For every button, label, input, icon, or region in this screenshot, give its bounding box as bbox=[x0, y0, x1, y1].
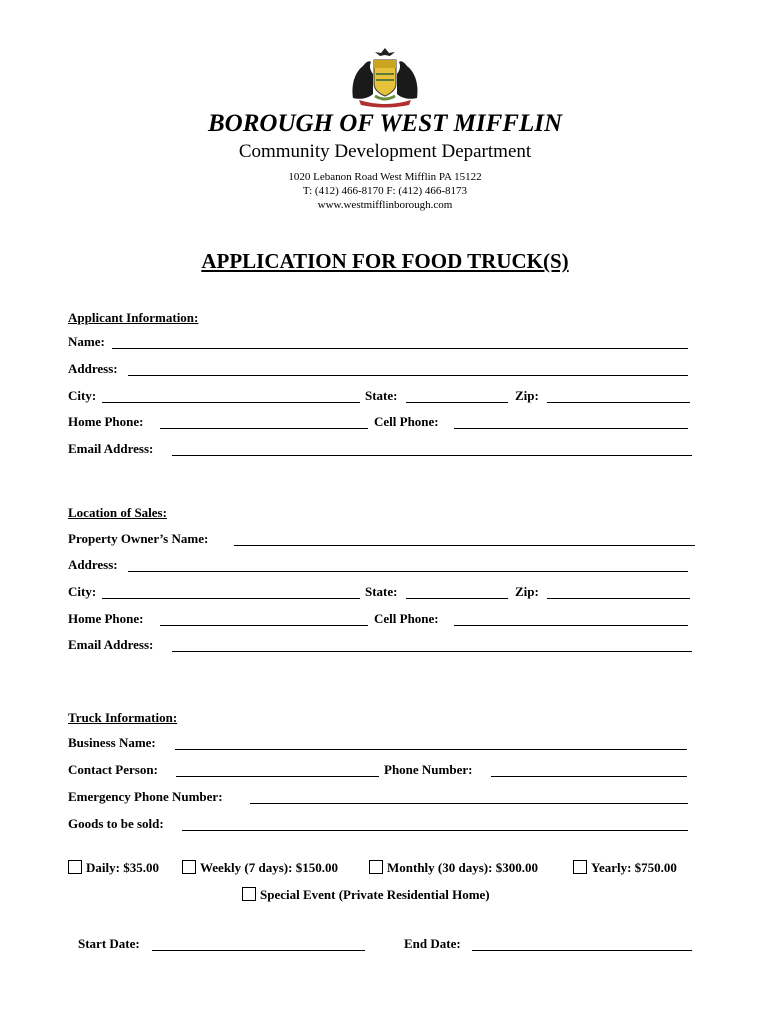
owner-name-label: Property Owner’s Name: bbox=[68, 531, 209, 546]
applicant-email-field[interactable] bbox=[172, 455, 692, 456]
location-owner-row bbox=[68, 531, 695, 549]
contact-row bbox=[68, 762, 687, 780]
applicant-phone-row bbox=[68, 414, 688, 432]
location-city-row bbox=[68, 584, 690, 602]
start-date-field[interactable] bbox=[152, 950, 365, 951]
property-owner-name-field[interactable] bbox=[234, 545, 695, 546]
end-date-label: End Date: bbox=[404, 936, 461, 951]
weekly-label: Weekly (7 days): $150.00 bbox=[200, 860, 338, 875]
location-state-field[interactable] bbox=[406, 598, 508, 599]
phone-number-field[interactable] bbox=[491, 776, 687, 777]
applicant-section-heading: Applicant Information: bbox=[68, 310, 199, 325]
zip-label: Zip: bbox=[515, 584, 539, 599]
applicant-name-row bbox=[68, 334, 688, 352]
zip-label: Zip: bbox=[515, 388, 539, 403]
special-event-label: Special Event (Private Residential Home) bbox=[260, 887, 490, 902]
borough-seal-logo bbox=[345, 44, 425, 108]
daily-label: Daily: $35.00 bbox=[86, 860, 159, 875]
applicant-city-row bbox=[68, 388, 690, 406]
start-date-row bbox=[78, 936, 365, 954]
address-label: Address: bbox=[68, 557, 118, 572]
applicant-email-row bbox=[68, 441, 692, 459]
daily-checkbox[interactable] bbox=[68, 860, 82, 874]
yearly-option[interactable] bbox=[573, 860, 677, 876]
daily-option[interactable] bbox=[68, 860, 159, 876]
location-address-row bbox=[68, 557, 688, 575]
business-name-row bbox=[68, 735, 687, 753]
city-label: City: bbox=[68, 388, 97, 403]
city-label: City: bbox=[68, 584, 97, 599]
location-address-field[interactable] bbox=[128, 571, 688, 572]
weekly-option[interactable] bbox=[182, 860, 338, 876]
name-label: Name: bbox=[68, 334, 105, 349]
home-phone-label: Home Phone: bbox=[68, 611, 144, 626]
end-date-row bbox=[404, 936, 692, 954]
phone-fax: T: (412) 466-8170 F: (412) 466-8173 bbox=[302, 185, 468, 197]
start-date-label: Start Date: bbox=[78, 936, 140, 951]
address-label: Address: bbox=[68, 361, 118, 376]
goods-label: Goods to be sold: bbox=[68, 816, 164, 831]
goods-row bbox=[68, 816, 688, 834]
applicant-zip-field[interactable] bbox=[547, 402, 690, 403]
location-zip-field[interactable] bbox=[547, 598, 690, 599]
applicant-home-phone-field[interactable] bbox=[160, 428, 368, 429]
weekly-checkbox[interactable] bbox=[182, 860, 196, 874]
special-event-option[interactable] bbox=[242, 887, 490, 903]
yearly-label: Yearly: $750.00 bbox=[591, 860, 677, 875]
end-date-field[interactable] bbox=[472, 950, 692, 951]
form-title: APPLICATION FOR FOOD TRUCK(S) bbox=[201, 249, 569, 273]
cell-phone-label: Cell Phone: bbox=[374, 611, 439, 626]
location-email-row bbox=[68, 637, 692, 655]
home-phone-label: Home Phone: bbox=[68, 414, 144, 429]
yearly-checkbox[interactable] bbox=[573, 860, 587, 874]
contact-person-label: Contact Person: bbox=[68, 762, 158, 777]
monthly-label: Monthly (30 days): $300.00 bbox=[387, 860, 538, 875]
cell-phone-label: Cell Phone: bbox=[374, 414, 439, 429]
email-label: Email Address: bbox=[68, 441, 154, 456]
business-name-label: Business Name: bbox=[68, 735, 156, 750]
contact-person-field[interactable] bbox=[176, 776, 379, 777]
location-section-heading: Location of Sales: bbox=[68, 505, 167, 520]
office-address: 1020 Lebanon Road West Mifflin PA 15122 bbox=[288, 171, 482, 183]
location-home-phone-field[interactable] bbox=[160, 625, 368, 626]
state-label: State: bbox=[365, 388, 398, 403]
location-email-field[interactable] bbox=[172, 651, 692, 652]
emergency-phone-field[interactable] bbox=[250, 803, 688, 804]
goods-field[interactable] bbox=[182, 830, 688, 831]
location-cell-phone-field[interactable] bbox=[454, 625, 688, 626]
applicant-state-field[interactable] bbox=[406, 402, 508, 403]
applicant-name-field[interactable] bbox=[112, 348, 688, 349]
phone-number-label: Phone Number: bbox=[384, 762, 473, 777]
location-city-field[interactable] bbox=[102, 598, 360, 599]
business-name-field[interactable] bbox=[175, 749, 687, 750]
department-name: Community Development Department bbox=[238, 141, 532, 162]
applicant-city-field[interactable] bbox=[102, 402, 360, 403]
applicant-cell-phone-field[interactable] bbox=[454, 428, 688, 429]
monthly-option[interactable] bbox=[369, 860, 538, 876]
organization-name: BOROUGH OF WEST MIFFLIN bbox=[207, 110, 563, 137]
special-event-checkbox[interactable] bbox=[242, 887, 256, 901]
email-label: Email Address: bbox=[68, 637, 154, 652]
state-label: State: bbox=[365, 584, 398, 599]
truck-section-heading: Truck Information: bbox=[68, 710, 178, 725]
applicant-address-field[interactable] bbox=[128, 375, 688, 376]
applicant-address-row bbox=[68, 361, 688, 379]
location-phone-row bbox=[68, 611, 688, 629]
website: www.westmifflinborough.com bbox=[317, 199, 453, 211]
emergency-phone-row bbox=[68, 789, 688, 807]
emergency-phone-label: Emergency Phone Number: bbox=[68, 789, 223, 804]
monthly-checkbox[interactable] bbox=[369, 860, 383, 874]
